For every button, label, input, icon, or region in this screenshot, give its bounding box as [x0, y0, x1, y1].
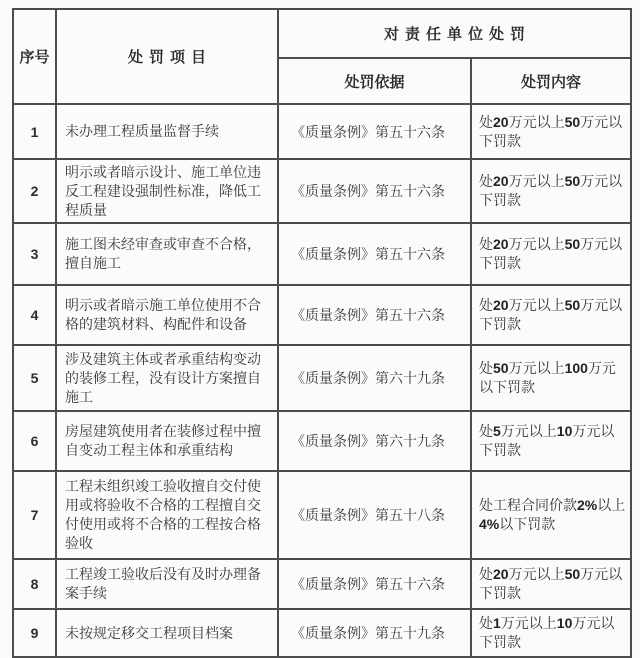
table-row	[13, 223, 631, 285]
cell-item: 工程竣工验收后没有及时办理备案手续	[56, 559, 278, 609]
cell-content: 处5万元以上10万元以下罚款	[471, 411, 631, 471]
table-row	[13, 159, 631, 223]
table-row	[13, 609, 631, 657]
cell-content: 处20万元以上50万元以下罚款	[471, 559, 631, 609]
cell-content: 处工程合同价款2%以上4%以下罚款	[471, 471, 631, 559]
table-header	[13, 9, 631, 104]
cell-content: 处20万元以上50万元以下罚款	[471, 285, 631, 345]
cell-basis: 《质量条例》第六十九条	[278, 345, 471, 411]
cell-basis: 《质量条例》第五十六条	[278, 104, 471, 159]
table-row	[13, 285, 631, 345]
cell-index: 5	[13, 345, 56, 411]
cell-basis: 《质量条例》第五十六条	[278, 285, 471, 345]
table-row	[13, 559, 631, 609]
cell-content: 处20万元以上50万元以下罚款	[471, 159, 631, 223]
header-cell-basis: 处罚依据	[278, 58, 471, 104]
cell-index: 6	[13, 411, 56, 471]
penalty-table	[12, 8, 632, 658]
header-cell-index: 序号	[13, 9, 56, 104]
cell-basis: 《质量条例》第五十九条	[278, 609, 471, 657]
table-row	[13, 471, 631, 559]
cell-basis: 《质量条例》第五十八条	[278, 471, 471, 559]
cell-basis: 《质量条例》第五十六条	[278, 159, 471, 223]
table-row	[13, 411, 631, 471]
cell-index: 9	[13, 609, 56, 657]
cell-index: 2	[13, 159, 56, 223]
cell-index: 3	[13, 223, 56, 285]
cell-index: 1	[13, 104, 56, 159]
cell-content: 处1万元以上10万元以下罚款	[471, 609, 631, 657]
cell-content: 处20万元以上50万元以下罚款	[471, 104, 631, 159]
header-cell-group: 对责任单位处罚	[278, 9, 631, 58]
cell-item: 房屋建筑使用者在装修过程中擅自变动工程主体和承重结构	[56, 411, 278, 471]
table-body	[13, 104, 631, 657]
header-row-top	[13, 9, 631, 58]
header-cell-item: 处罚项目	[56, 9, 278, 104]
cell-item: 明示或者暗示设计、施工单位违反工程建设强制性标准，降低工程质量	[56, 159, 278, 223]
cell-index: 8	[13, 559, 56, 609]
cell-basis: 《质量条例》第五十六条	[278, 559, 471, 609]
cell-item: 未按规定移交工程项目档案	[56, 609, 278, 657]
cell-item: 涉及建筑主体或者承重结构变动的装修工程，没有设计方案擅自施工	[56, 345, 278, 411]
cell-item: 施工图未经审查或审查不合格，擅自施工	[56, 223, 278, 285]
cell-index: 4	[13, 285, 56, 345]
cell-item: 明示或者暗示施工单位使用不合格的建筑材料、构配件和设备	[56, 285, 278, 345]
cell-content: 处20万元以上50万元以下罚款	[471, 223, 631, 285]
table-row	[13, 345, 631, 411]
cell-basis: 《质量条例》第六十九条	[278, 411, 471, 471]
cell-basis: 《质量条例》第五十六条	[278, 223, 471, 285]
cell-item: 未办理工程质量监督手续	[56, 104, 278, 159]
header-cell-content: 处罚内容	[471, 58, 631, 104]
cell-index: 7	[13, 471, 56, 559]
cell-item: 工程未组织竣工验收擅自交付使用或将验收不合格的工程擅自交付使用或将不合格的工程按合格验收	[56, 471, 278, 559]
table-row	[13, 104, 631, 159]
cell-content: 处50万元以上100万元以下罚款	[471, 345, 631, 411]
document-page	[12, 8, 632, 658]
